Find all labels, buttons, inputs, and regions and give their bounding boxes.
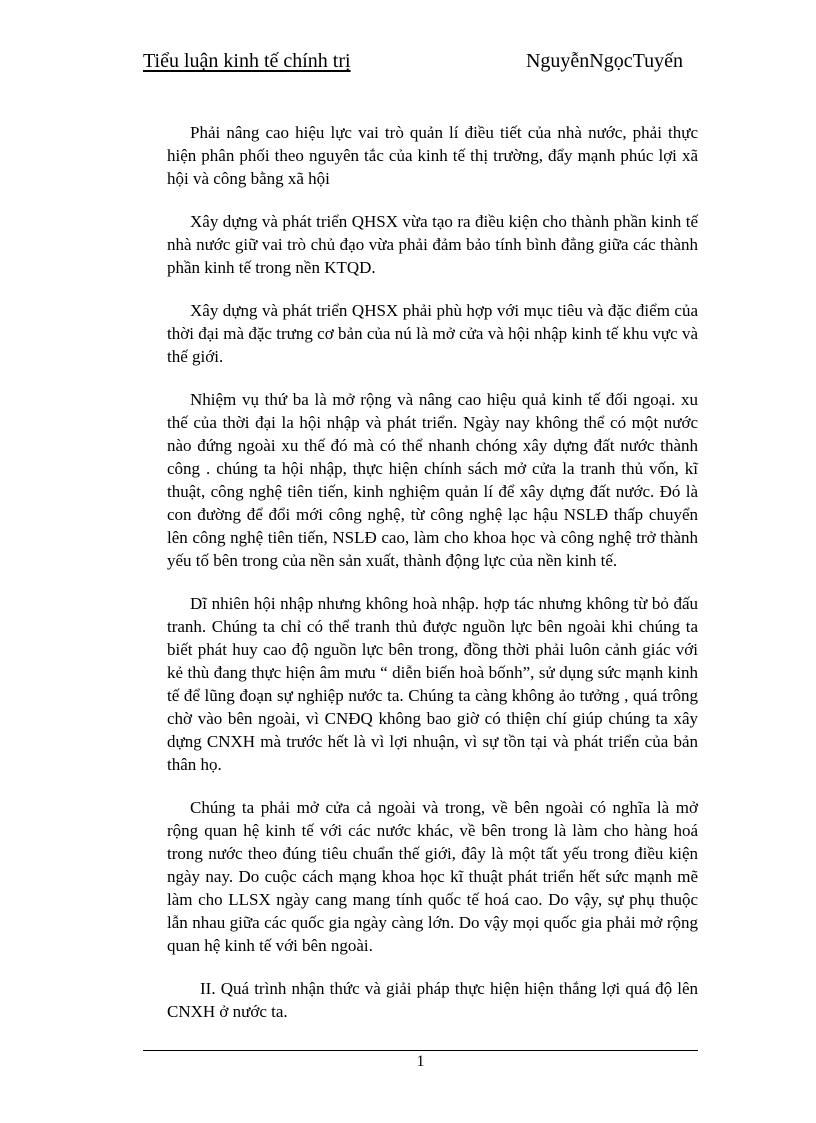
document-title: Tiểu luận kinh tế chính trị xyxy=(143,50,351,72)
paragraph: Dĩ nhiên hội nhập nhưng không hoà nhập. hợp tác nhưng không từ bỏ đấu tranh. Chúng ta chỉ có thể tranh thủ được nguồn lực bên ngoài khi chúng ta biết phát huy cao độ nguồn lực bên trong, đồng thời phải luôn cảnh giác với kẻ thù đang thực hiện âm mưu “ diễn biến hoà bốnh”, sử dụng sức mạnh kinh tế để lũng đoạn sự nghiệp nước ta. Chúng ta càng không ảo tưởng , quá trông chờ vào bên ngoài, vì CNĐQ không bao giờ có thiện chí giúp chúng ta xây dựng CNXH mà trước hết là vì lợi nhuận, vì sự tồn tại và phát triển của bản thân họ. xyxy=(167,594,698,774)
paragraph: Phải nâng cao hiệu lực vai trò quản lí điều tiết của nhà nước, phải thực hiện phân phối theo nguyên tắc của kinh tế thị trường, đẩy mạnh phúc lợi xã hội và công bằng xã hội xyxy=(167,123,698,188)
section-heading: II. Quá trình nhận thức và giải pháp thực hiện hiện thắng lợi quá độ lên CNXH ở nước ta. xyxy=(167,979,698,1021)
page-number: 1 xyxy=(416,1053,425,1070)
paragraph: Chúng ta phải mở cửa cả ngoài và trong, về bên ngoài có nghĩa là mở rộng quan hệ kinh tế với các nước khác, về bên trong là làm cho hàng hoá trong nước theo đúng tiêu chuẩn thế giới, đây là một tất yếu trong điều kiện ngày nay. Do cuộc cách mạng khoa học kĩ thuật phát triển hết sức mạnh mẽ làm cho LLSX ngày cang mang tính quốc tế hoá cao. Do vậy, sự phụ thuộc lẫn nhau giữa các quốc gia ngày càng lớn. Do vậy mọi quốc gia phải mở rộng quan hệ kinh tế với bên ngoài. xyxy=(167,798,698,955)
document-body xyxy=(167,121,698,1023)
paragraph: Xây dựng và phát triển QHSX phải phù hợp với mục tiêu và đặc điểm của thời đại mà đặc trưng cơ bản của nú là mở cửa và hội nhập kinh tế khu vực và thế giới. xyxy=(167,301,698,366)
author-name: NguyễnNgọcTuyến xyxy=(525,50,683,72)
paragraph: Nhiệm vụ thứ ba là mở rộng và nâng cao hiệu quả kinh tế đối ngoại. xu thế của thời đại la hội nhập và phát triển. Ngày nay không thể có một nước nào đứng ngoài xu thế đó mà có thể nhanh chóng xây dựng đất nước thành công . chúng ta hội nhập, thực hiện chính sách mở cửa la tranh thủ vốn, kĩ thuật, công nghệ tiên tiến, kinh nghiệm quản lí để xây dựng đất nước. Đó là con đường để đổi mới công nghệ, từ công nghệ lạc hậu NSLĐ thấp chuyển lên công nghệ tiên tiến, NSLĐ cao, làm cho khoa học và công nghệ trở thành yếu tố bên trong của nền sản xuất, thành động lực của nền kinh tế. xyxy=(167,390,698,570)
page-header xyxy=(143,50,698,82)
footer-divider xyxy=(143,1050,698,1051)
paragraph: Xây dựng và phát triển QHSX vừa tạo ra điều kiện cho thành phần kinh tế nhà nước giữ vai trò chủ đạo vừa phải đảm bảo tính bình đẳng giữa các thành phần kinh tế trong nền KTQD. xyxy=(167,212,698,277)
